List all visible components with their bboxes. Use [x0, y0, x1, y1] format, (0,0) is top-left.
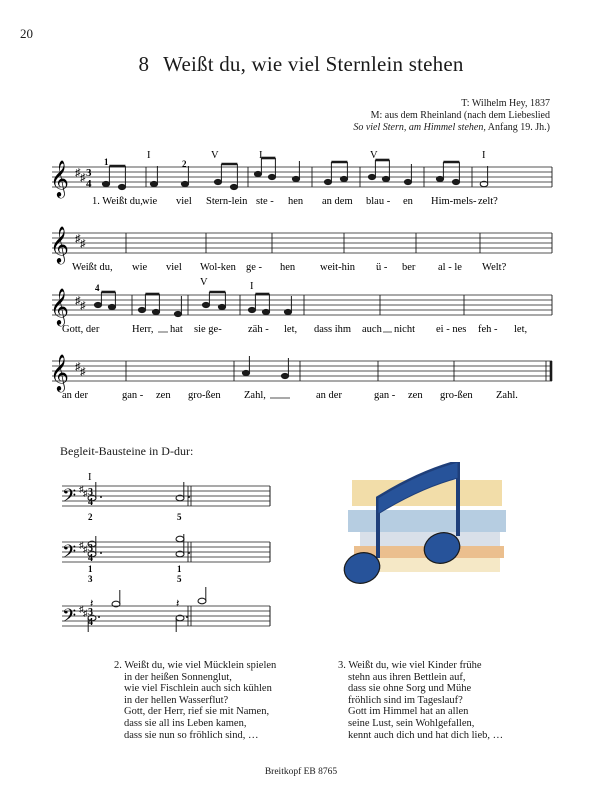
- chord-symbol: I: [259, 150, 263, 161]
- lyric: feh -: [478, 324, 498, 335]
- svg-text:3: 3: [88, 543, 93, 554]
- verse-line: 2. Weißt du, wie viel Mücklein spielen: [114, 660, 277, 671]
- lyric: hen: [288, 196, 304, 207]
- music-note-illustration: [330, 462, 520, 632]
- lyrics-line-4: [62, 390, 518, 401]
- bass-clef-icon: 𝄢: [62, 606, 77, 631]
- lyric: wie: [132, 262, 148, 273]
- svg-text:4: 4: [88, 617, 93, 628]
- verse-number: 3.: [338, 660, 346, 671]
- lyrics-line-2: [72, 262, 507, 273]
- lyric: en: [403, 196, 413, 207]
- lyric: gan -: [374, 390, 396, 401]
- bass-clef-icon: 𝄢: [62, 486, 77, 511]
- verse-line: in der heißen Sonnenglut,: [124, 671, 232, 683]
- publisher-footer: Breitkopf EB 8765: [264, 767, 338, 777]
- key-signature-sharps: ♯: [75, 361, 81, 373]
- verse-3: [338, 660, 503, 741]
- credit-music: M: aus dem Rheinland (nach dem Liebeslied: [370, 110, 550, 121]
- lyric: viel: [176, 196, 192, 207]
- song-title-text: Weißt du, wie viel Sternlein stehen: [163, 52, 464, 76]
- verse-line: 3. Weißt du, wie viel Kinder frühe: [338, 660, 482, 671]
- page-number: 20: [20, 26, 33, 41]
- time-signature-top: 3: [86, 167, 92, 179]
- lyric: dass ihm: [314, 324, 352, 335]
- svg-text:4: 4: [88, 497, 93, 508]
- lyric: ge -: [246, 262, 263, 273]
- lyric: Stern-lein: [206, 196, 248, 207]
- treble-clef-icon: 𝄞: [50, 353, 69, 391]
- chord-symbol: V: [200, 277, 208, 288]
- song-number: 8: [138, 52, 150, 76]
- chord-symbol: I: [147, 150, 151, 161]
- verse-line: Gott, der Herr, rief sie mit Namen,: [124, 706, 270, 718]
- lyric: let,: [284, 324, 298, 335]
- quarter-rest-icon: 𝄽: [176, 598, 180, 610]
- staff-3: [50, 277, 552, 335]
- lyric: weit-hin: [320, 262, 355, 273]
- lyric: Wol-ken: [200, 262, 236, 273]
- lyric: ste -: [256, 196, 274, 207]
- treble-clef-icon: 𝄞: [50, 225, 69, 263]
- lyric: nicht: [394, 324, 415, 335]
- treble-clef-icon: 𝄞: [50, 287, 69, 325]
- lyric: auch: [362, 324, 382, 335]
- verse-line: in der hellen Wasserflut?: [124, 694, 229, 706]
- key-signature-sharps: ♯: [75, 295, 81, 307]
- lyric: gan -: [122, 390, 144, 401]
- bass-staff-1: [62, 482, 270, 522]
- verse-line: kennt auch dich und hat dich lieb, …: [348, 729, 504, 741]
- verse-line: dass sie all ins Leben kamen,: [124, 717, 247, 729]
- svg-text:♯: ♯: [83, 488, 88, 498]
- lyric: gro-ßen: [188, 390, 221, 401]
- lyric: viel: [166, 262, 182, 273]
- verse-line: seine Lust, sein Wohlgefallen,: [348, 717, 475, 729]
- lyric: Him-mels-: [431, 196, 477, 207]
- accompaniment-score: [0, 460, 300, 650]
- svg-text:3: 3: [88, 607, 93, 618]
- lyric: ber: [402, 262, 416, 273]
- fingering: 2: [88, 512, 93, 522]
- chord-symbol: V: [211, 150, 219, 161]
- key-signature-sharps: ♯: [75, 167, 81, 179]
- lyric: Zahl,: [244, 390, 266, 401]
- chord-symbol: V: [370, 150, 378, 161]
- lyric: Weißt du,: [72, 262, 113, 273]
- lyric: Herr,: [132, 324, 154, 335]
- lyric: hat: [170, 324, 183, 335]
- lyric: an der: [62, 390, 88, 401]
- svg-text:♯: ♯: [79, 484, 84, 494]
- fingering: 1: [177, 564, 182, 574]
- fingering: 1: [104, 157, 109, 167]
- lyric: sie ge-: [194, 324, 222, 335]
- lyric: an der: [316, 390, 342, 401]
- notes-staff-3: [94, 292, 291, 317]
- svg-text:3: 3: [88, 487, 93, 498]
- lyrics-line-1: [92, 196, 498, 207]
- lyric: Zahl.: [496, 390, 518, 401]
- svg-text:♯: ♯: [83, 608, 88, 618]
- notes-staff-1: [102, 158, 487, 190]
- lyric: zen: [408, 390, 423, 401]
- svg-text:4: 4: [88, 553, 93, 564]
- fingering: 3: [88, 574, 93, 584]
- verse-line: wie viel Fischlein auch sich kühlen: [124, 683, 272, 695]
- lyric: ei - nes: [436, 324, 467, 335]
- lyric: zen: [156, 390, 171, 401]
- fingering: 4: [95, 283, 100, 293]
- credit-source-rest: Anfang 19. Jh.): [485, 122, 550, 133]
- staff-1: [50, 150, 552, 207]
- key-signature-sharps: ♯: [75, 233, 81, 245]
- bass-clef-icon: 𝄢: [62, 542, 77, 567]
- notes-staff-4: [242, 356, 288, 379]
- verse-line: fröhlich sind im Tageslauf?: [348, 694, 463, 706]
- verse-number: 2.: [114, 660, 122, 671]
- svg-text:♯: ♯: [80, 300, 86, 312]
- verse-line: dass sie ohne Sorg und Mühe: [348, 683, 472, 695]
- treble-clef-icon: 𝄞: [50, 159, 69, 197]
- lyrics-line-3: [62, 324, 527, 335]
- fingering: 5: [177, 574, 182, 584]
- svg-text:♯: ♯: [83, 544, 88, 554]
- lyric: al - le: [438, 262, 462, 273]
- verse-line: stehn aus ihren Bettlein auf,: [348, 671, 466, 683]
- lyric: 1. Weißt du,: [92, 196, 143, 207]
- svg-text:♯: ♯: [80, 366, 86, 378]
- accompaniment-label: Begleit-Bausteine in D-dur:: [60, 444, 194, 458]
- bass-staff-3: [62, 587, 270, 632]
- credit-text: T: Wilhelm Hey, 1837: [461, 98, 550, 109]
- lyric: zäh -: [248, 324, 269, 335]
- staff-4: [50, 353, 552, 401]
- lyric: wie: [142, 196, 158, 207]
- lyric: zelt?: [478, 196, 498, 207]
- chord-symbol: I: [250, 281, 254, 292]
- lyric: an dem: [322, 196, 353, 207]
- lyric: Gott, der: [62, 324, 100, 335]
- lyric: let,: [514, 324, 528, 335]
- lyric: blau -: [366, 196, 391, 207]
- lyric: ü -: [376, 262, 388, 273]
- bass-staff-2: [62, 534, 270, 584]
- fingering: 5: [177, 512, 182, 522]
- quarter-rest-icon: 𝄽: [90, 598, 94, 610]
- verse-2: [114, 660, 276, 741]
- lyric: hen: [280, 262, 296, 273]
- fingering: 2: [182, 159, 187, 169]
- time-signature-bottom: 4: [86, 178, 92, 190]
- svg-text:♯: ♯: [80, 172, 86, 184]
- svg-text:♯: ♯: [79, 604, 84, 614]
- chord-symbol: I: [482, 150, 486, 161]
- verse-line: Gott im Himmel hat an allen: [348, 706, 469, 718]
- staff-2: [50, 225, 552, 273]
- lyric: gro-ßen: [440, 390, 473, 401]
- credit-source-italic: So viel Stern, am Himmel stehen,: [353, 122, 486, 133]
- fingering: 1: [88, 564, 93, 574]
- chord-symbol: I: [88, 472, 92, 483]
- svg-text:♯: ♯: [79, 540, 84, 550]
- lyric: Welt?: [482, 262, 507, 273]
- verse-line: dass sie nun so fröhlich sind, …: [124, 729, 259, 741]
- svg-text:♯: ♯: [80, 238, 86, 250]
